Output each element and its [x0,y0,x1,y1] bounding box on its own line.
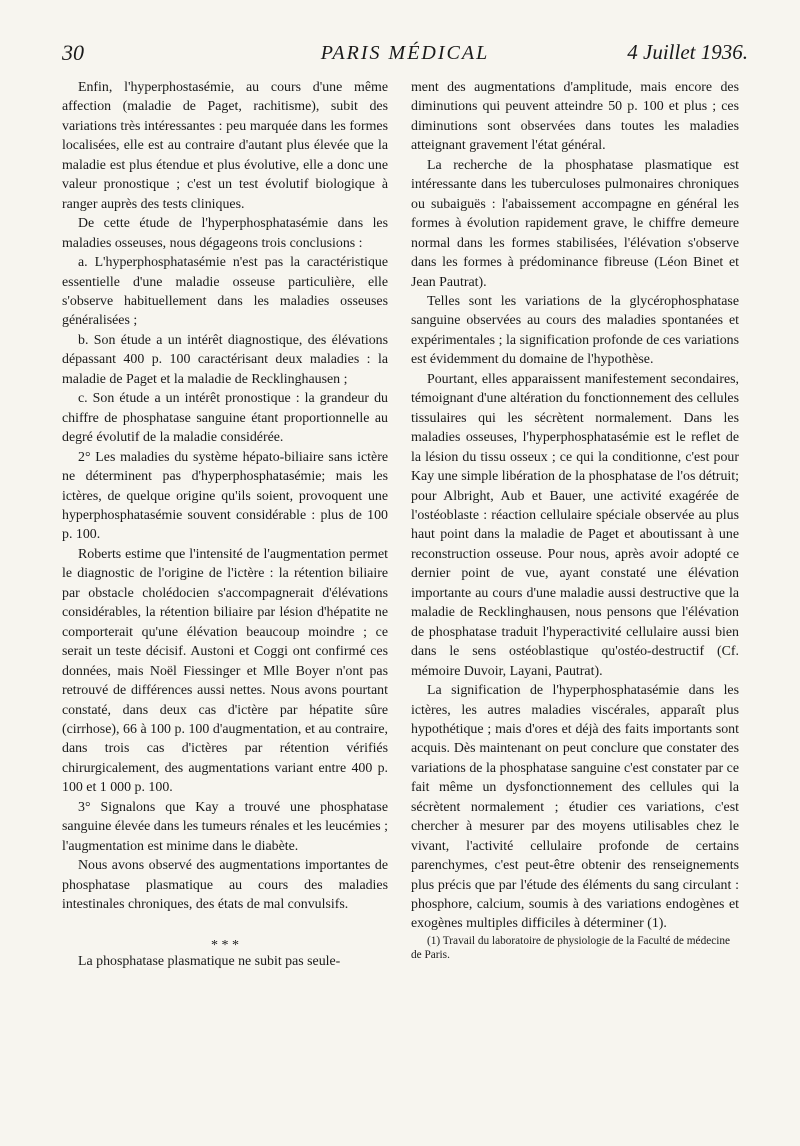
page-number: 30 [62,40,84,65]
section-break-asterism: * * * [211,938,239,954]
paragraph: b. Son étude a un intérêt diagnostique, des élévations dépassant 400 p. 100 caractérisant deux maladies : la maladie de Paget et la maladie de Recklinghausen ; [62,332,388,387]
paragraph: 3° Signalons que Kay a trouvé une phosphatase sanguine élevée dans les tumeurs rénales et les leucémies ; l'augmentation est minime dans le diabète. [62,799,388,854]
paragraph: Enfin, l'hyperphostasémie, au cours d'une même affection (maladie de Paget, rachitisme), subit des variations très intéressantes : peu marquée dans les formes localisées, elle est au contraire d'autant plus élevée que la maladie est plus étendue et plus évolutive, elle a donc une valeur pronostique ; c'est un test évolutif biologique à ranger auprès des tests cliniques. [62,80,388,212]
paragraph: La signification de l'hyperphosphatasémie dans les ictères, les autres maladies viscérales, apparaît plus hypothétique ; mais d'ores et déjà des faits importants sont acquis. Dès maintenant on peut conclure que constater des variations de la phosphatase sanguine c'est constater par ce fait même un dysfonctionnement des cellules qui la sécrètent normalement ; étudier ces variations, c'est chercher à mesurer par des moyens utilisables chez le vivant, l'activité cellulaire profonde de certains parenchymes, c'est peut-être obtenir des renseignements plus précis que par l'étude des éléments du sang circulant : phosphore, calcium, soumis à des variations endogènes et exogènes multiples difficiles à déterminer (1). [411,683,739,932]
running-head [62,40,748,76]
footnote: (1) Travail du laboratoire de physiologie de la Faculté de médecine de Paris. [411,934,731,961]
left-column [62,78,388,972]
paragraph: ment des augmentations d'amplitude, mais encore des diminutions qui peuvent atteindre 50 p. 100 et plus ; ces diminutions sont observées dans toutes les maladies atteignant gravement l'état général. [411,80,739,154]
paragraph: Pourtant, elles apparaissent manifestement secondaires, témoignant d'une altération du fonctionnement des cellules tissulaires qui les sécrètent normalement. Dans les maladies osseuses, l'hyperphosphatasémie est le reflet de la lésion du tissu osseux ; ce qui la conditionne, c'est pour Kay une simple libération de la phosphatase de l'os détruit; pour Albright, Aub et Bauer, une activité exagérée de l'ostéoblaste : réaction cellulaire spéciale observée au plus haut point dans la maladie de Paget et aboutissant à une reconstruction osseuse. Pour nous, après avoir adopté ce dernier point de vue, ayant constaté une élévation importante au cours d'une maladie aussi destructive que la maladie de Recklinghausen, nous pensons que l'élévation de phosphatase traduit l'hyperactivité cellulaire aussi bien dans le sens ostéoblastique qu'ostéo-destructif (Cf. mémoire Duvoir, Layani, Pautrat). [411,371,739,679]
paragraph: Roberts estime que l'intensité de l'augmentation permet le diagnostic de l'origine de l'ictère : la rétention biliaire par obstacle cholédocien s'accompagnerait d'élévations considérables, la rétention biliaire par lésion d'hépatite ne comporterait qu'une élévation beaucoup moindre ; ce serait un teste décisif. Austoni et Coggi ont confirmé ces données, mais Noël Fiessinger et Mlle Boyer n'ont pas retrouvé de différences aussi nettes. Nous avons pourtant constaté, dans deux cas d'ictère par hépatite sûre (cirrhose), 66 à 100 p. 100 d'augmentation, et au contraire, dans trois cas d'ictères par rétention vérifiés chirurgicalement, des augmentations variant entre 400 p. 100 et 1 000 p. 100. [62,546,388,796]
right-column [411,78,739,962]
paragraph: De cette étude de l'hyperphosphatasémie dans les maladies osseuses, nous dégageons trois conclusions : [62,216,388,251]
paragraph: c. Son étude a un intérêt pronostique : la grandeur du chiffre de phosphatase sanguine étant proportionnelle au degré évolutif de la maladie considérée. [62,391,388,446]
issue-date: 4 Juillet 1936. [627,40,748,64]
paragraph: Telles sont les variations de la glycérophosphatase sanguine observées au cours des maladies spontanées et expérimentales ; la signification profonde de ces variations est évidemment du domaine de l'hypothèse. [411,293,739,368]
paragraph: 2° Les maladies du système hépato-biliaire sans ictère ne déterminent pas d'hyperphosphatasémie; mais les ictères, de quelque origine qu'ils soient, provoquent une hyperphosphatasémie souvent considérable : plus de 100 p. 100. [62,449,388,543]
journal-title: PARIS MÉDICAL [320,42,490,64]
paragraph: La recherche de la phosphatase plasmatique est intéressante dans les tuberculoses pulmonaires chroniques ou subaiguës : l'abaissement accompagne en général les formes à évolution rapidement grave, le chiffre demeure normal dans les formes stabilisées, l'élévation s'observe dans les formes à prédominance fibreuse (Léon Binet et Jean Pautrat). [411,157,739,290]
paragraph: a. L'hyperphosphatasémie n'est pas la caractéristique essentielle d'une maladie osseuse particulière, elle s'observe habituellement dans les maladies osseuses généralisées ; [62,255,388,329]
paragraph: Nous avons observé des augmentations importantes de phosphatase plasmatique au cours des maladies intestinales chroniques, des états de mal convulsifs. [62,858,388,913]
section-opening-line: La phosphatase plasmatique ne subit pas seule- [78,954,341,970]
